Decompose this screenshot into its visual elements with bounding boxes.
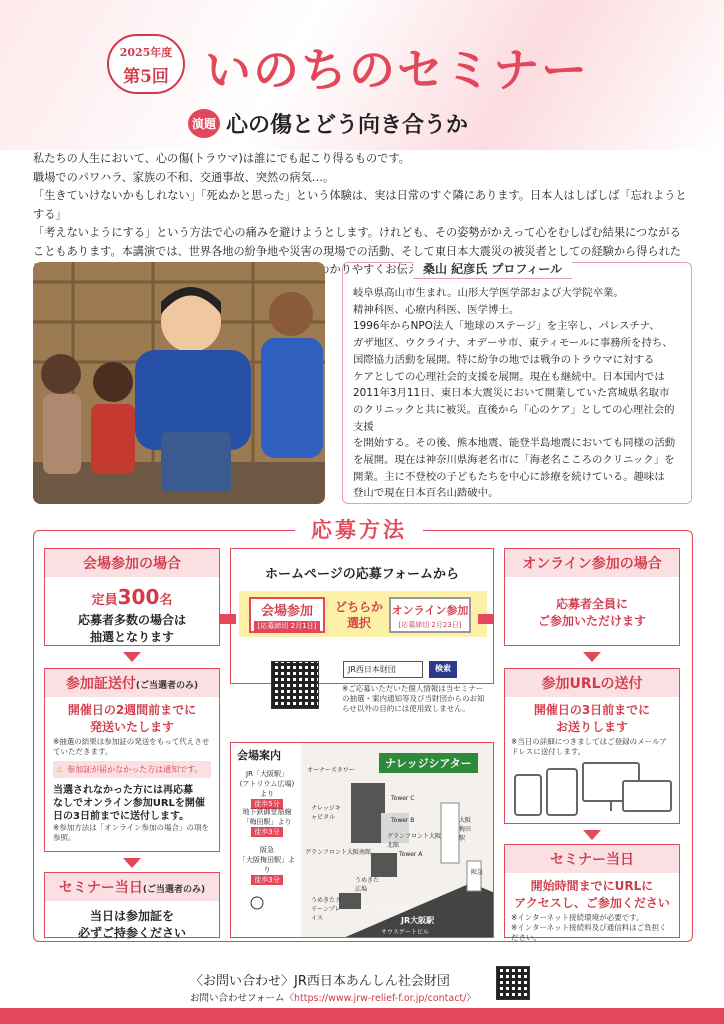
map-label: サウスゲートビル (381, 929, 429, 936)
map-route-jr (237, 769, 297, 809)
contact-org: 〈お問い合わせ〉JR西日本あんしん社会財団 (190, 974, 450, 989)
venue-day-l1: 当日は参加証を (89, 909, 174, 923)
route-hankyu-station: 「大阪梅田駅」より (239, 856, 295, 874)
profile-line: 1996年からNPO法人「地球のステージ」を主宰し、パレスチナ、 (353, 320, 660, 333)
arrow-down-icon (123, 652, 141, 662)
bottom-bar (0, 1008, 724, 1024)
ticket-note2: ※参加方法は「オンライン参加の場合」の項を参照。 (53, 823, 210, 842)
map-title: 会場案内 (237, 749, 281, 762)
map-label: 阪急 (471, 869, 484, 876)
profile-line: ガザ地区、ウクライナ、オデーサ市、東ティモールに事務所を持ち、 (353, 337, 673, 350)
map-label: ナレッジキャピタル (311, 805, 341, 821)
profile-line: のクリニックと共に被災。直後から「心のケア」としての心理社会的支援 (353, 403, 675, 433)
map-label: Tower C (391, 795, 415, 802)
route-hankyu-line: 阪急 (260, 846, 274, 854)
venue-ticket-box (44, 668, 220, 852)
route-subway-line: 地下鉄御堂筋線 (242, 808, 292, 816)
header (0, 0, 724, 150)
profile-line: 岐阜県高山市生まれ。山形大学医学部および大学院卒業。 (353, 287, 624, 299)
profile-heading: 桑山 紀彦氏 プロフィール (413, 261, 572, 279)
map-label: Tower B (391, 817, 415, 824)
venue-header: 会場参加の場合 (45, 549, 219, 577)
arrow-right-icon (478, 614, 494, 624)
profile-line: 開業。主に不登校の子どもたちを中心に診療を続けている。趣味は (353, 470, 665, 483)
page-title: いのちのセミナー (205, 43, 589, 97)
ticket-header (45, 669, 219, 697)
map-route-subway (237, 807, 297, 837)
route-jr-time: 徒歩5分 (251, 799, 282, 809)
capacity-post: 名 (159, 593, 173, 608)
online-line1: 応募者全員に (555, 597, 628, 611)
ticket-l1: 開催日の2週間前までに (67, 703, 197, 717)
profile-line: 2011年3月11日、東日本大震災において開業していた宮城県名取市 (353, 387, 670, 400)
search-button[interactable]: 検索 (429, 661, 457, 678)
venue-day-box (44, 872, 220, 938)
or-label: どちらか選択 (334, 600, 383, 630)
arrow-down-icon (583, 830, 601, 840)
contact-form-post: 〉 (466, 993, 476, 1004)
online-day-header: セミナー当日 (505, 845, 679, 873)
capacity (45, 585, 219, 609)
ticket-warning-text: 参加証が届かなかった方は通知です。 (67, 765, 203, 774)
map-label: グランフロント大阪南館 (305, 849, 372, 856)
footer-qr-icon[interactable] (496, 966, 530, 1000)
year-label: 2025年度 (119, 46, 173, 59)
map-label: 大阪梅田駅 (459, 817, 472, 842)
profile-line: ケアとしての心理社会的支援を展開。現在も継続中。日本国内では (353, 370, 665, 383)
profile-line: 国際協力活動を展開。特に紛争の地では戦争のトラウマに対する (353, 353, 655, 366)
ticket-note: ※抽選の結果は参加証の発送をもって代えさせていただきます。 (53, 737, 210, 756)
online-day-note1: ※インターネット接続環境が必要です。 (511, 913, 644, 922)
ticket-l2: 発送いたします (89, 720, 174, 734)
online-line2: ご参加いただけます (537, 614, 646, 628)
search-box[interactable] (343, 661, 457, 678)
privacy-note: ※ご応募いただいた個人情報は当セミナーの抽選・案内通知等及び当財団からのお知らせ以外の目的には使用致しません。 (342, 684, 485, 713)
map-label: うめきたグリーンプレイス (311, 897, 342, 922)
ticket-header-text: 参加証送付 (65, 676, 136, 692)
intro-line: こともあります。本講演では、世界各地の紛争地や災害の現場での活動、そして東日本大震災の被災者としての経験から得られた (33, 244, 681, 258)
venue-day-header-note: (ご当選者のみ) (142, 885, 206, 895)
arrow-down-icon (583, 652, 601, 662)
route-jr-station: JR「大阪駅」 (246, 770, 288, 778)
apply-title: 応募方法 (295, 514, 423, 544)
intro-line: 「生きていけないかもしれない」「死ぬかと思った」という体験は、実は日常のすぐ隣にあります。日本人はしばしば「忘れようとする」 (33, 189, 687, 221)
online-day-note2: ※インターネット接続料及び通信料はご負担ください。 (511, 923, 667, 942)
route-subway-time: 徒歩3分 (251, 827, 282, 837)
map-label: ノースゲートビル (363, 905, 411, 912)
online-header: オンライン参加の場合 (505, 549, 679, 577)
map-venue-name: ナレッジシアター (379, 753, 478, 773)
online-day-l1: 開始時間までにURLに (530, 879, 654, 893)
profile-line: 登山で現在日本百名山踏破中。 (353, 487, 499, 500)
map-label: うめきた広場 (355, 877, 380, 893)
profile-box (342, 262, 692, 504)
speaker-photo (33, 262, 325, 504)
arrow-left-icon (220, 614, 236, 624)
online-choice-label: オンライン参加 (391, 604, 469, 617)
arrow-down-icon (123, 858, 141, 868)
lecture-title (188, 108, 468, 139)
edition-label: 第5回 (123, 67, 169, 87)
capacity-pre: 定員 (91, 593, 118, 608)
capacity-number: 300 (117, 585, 160, 609)
lecture-tag: 演題 (188, 109, 220, 138)
profile-line: を開始する。その後、熊本地震、能登半島地震においても同様の活動 (353, 437, 676, 450)
map-route-hankyu (237, 845, 297, 885)
online-day-box (504, 844, 680, 942)
search-input[interactable]: JR西日本財団 (343, 661, 423, 678)
map-label: グランフロント大阪北館 (387, 833, 442, 849)
route-subway-station: 「梅田駅」より (242, 818, 292, 826)
qr-code-icon[interactable] (271, 661, 319, 709)
map-label: オーナーズタワー (307, 767, 355, 774)
contact-form (190, 990, 476, 1004)
online-participation-box (504, 548, 680, 646)
ticket-l5: 日の3日前までに送付します。 (53, 811, 190, 822)
url-l2: お送りします (555, 720, 628, 734)
warning-icon: ⚠ (56, 765, 64, 774)
route-jr-detail: (アトリウム広場)より (239, 780, 295, 798)
ticket-l4: なしでオンライン参加URLを開催 (53, 798, 205, 809)
profile-line: を展開。現在は神奈川県海老名市に「海老名こころのクリニック」を (353, 454, 675, 467)
online-choice-deadline: [応募締切 2月23日] (398, 621, 462, 629)
intro-line: 私たちの人生において、心の傷(トラウマ)は誰にでも起こり得るものです。 (33, 152, 410, 165)
intro-line: 職場でのパワハラ、家族の不和、交通事故、突然の病気…。 (33, 170, 335, 184)
venue-map (230, 742, 494, 938)
ticket-header-note: (ご当選者のみ) (135, 681, 199, 691)
url-l1: 開催日の3日前までに (533, 703, 651, 717)
online-url-box (504, 668, 680, 824)
venue-line3: 抽選となります (89, 630, 174, 644)
intro-text (33, 150, 693, 280)
map-label: Tower A (399, 851, 423, 858)
edition-badge (107, 34, 185, 94)
online-choice-button[interactable] (389, 597, 471, 633)
venue-participation-box (44, 548, 220, 646)
url-header: 参加URLの送付 (505, 669, 679, 697)
form-title: ホームページの応募フォームから (264, 567, 460, 582)
profile-line: 精神科医、心療内科医、医学博士。 (353, 303, 520, 316)
venue-day-header-text: セミナー当日 (58, 880, 143, 896)
intro-line: 「考えないようにする」という方法で心の痛みを避けようとします。けれども、その姿勢がかえって心をむしばむ結果につながる (33, 226, 681, 239)
venue-choice-deadline: [応募締切 2月1日] (254, 621, 320, 631)
online-day-l2: アクセスし、ご参加ください (514, 896, 670, 910)
route-hankyu-time: 徒歩3分 (251, 875, 282, 885)
url-note: ※当日の詳細につきましてはご登録のメールアドレスに送付します。 (511, 737, 667, 756)
ticket-warning (53, 761, 211, 778)
speaker-photo-image (33, 262, 325, 504)
map-label: JR大阪駅 (401, 916, 435, 925)
ticket-l3: 当選されなかった方には再応募 (53, 785, 193, 796)
contact-form-pre: お問い合わせフォーム〈 (190, 993, 295, 1004)
venue-day-header (45, 873, 219, 901)
contact-form-link[interactable]: https://www.jrw-relief-f.or.jp/contact/ (294, 993, 467, 1004)
application-form-box (230, 548, 494, 684)
venue-line2: 応募者多数の場合は (77, 613, 186, 627)
venue-choice-label: 会場参加 (260, 604, 313, 619)
devices-icon (511, 759, 675, 819)
venue-choice-button[interactable] (249, 597, 325, 633)
lecture-title-text: 心の傷とどう向き合うか (226, 113, 469, 138)
venue-day-l2: 必ずご持参ください (77, 926, 186, 940)
